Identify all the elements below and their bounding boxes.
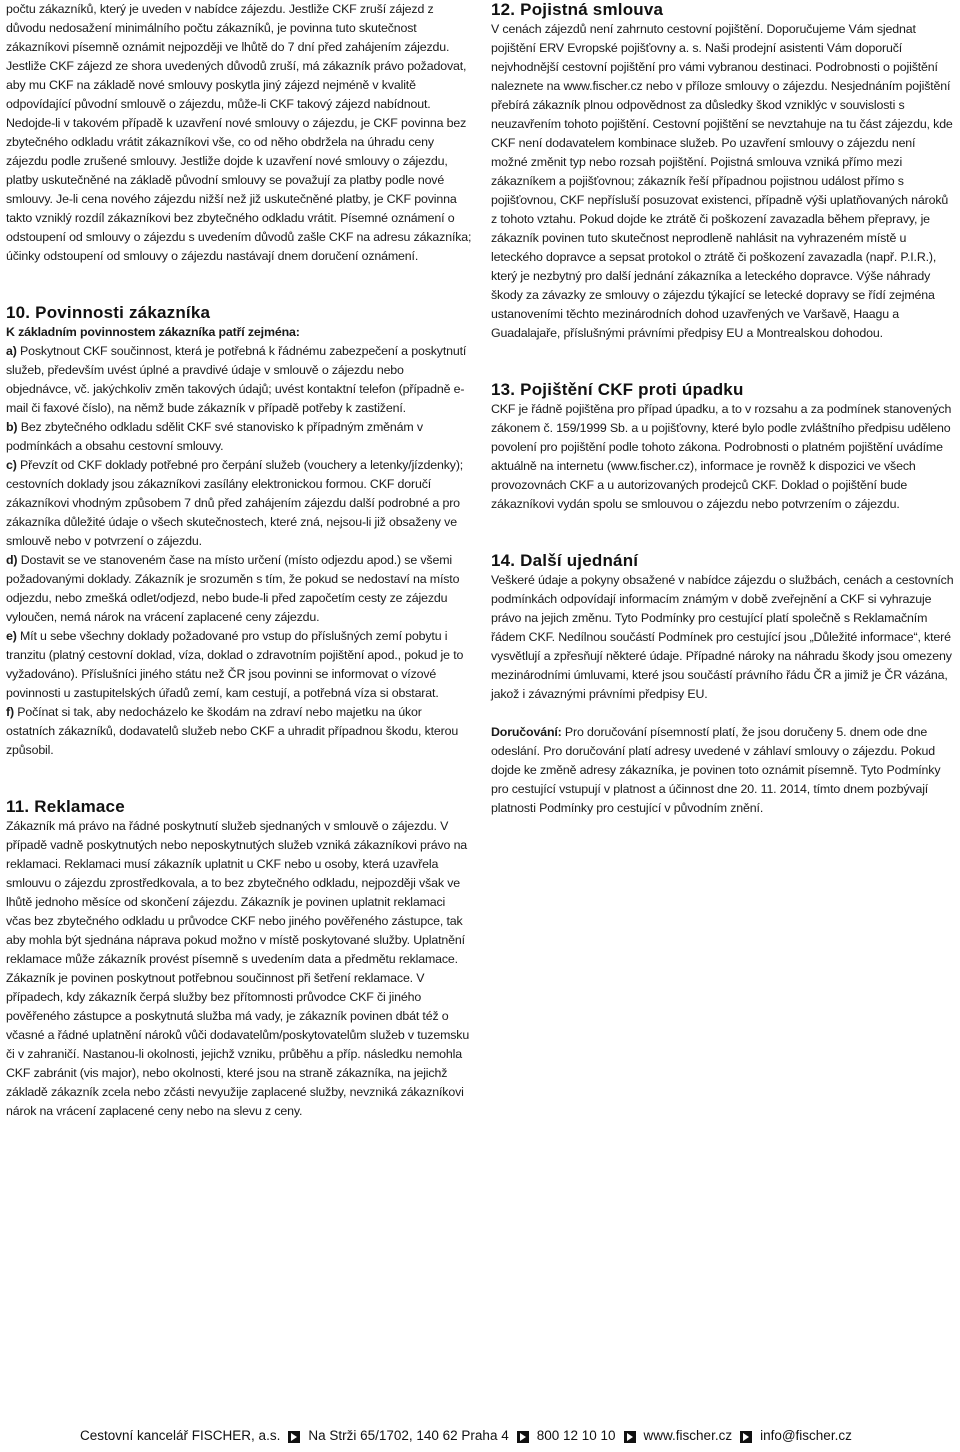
delivery-text: Pro doručování písemností platí, že jsou doručeny 5. dnem ode dne odeslání. Pro doručování platí adresy uvedené v záhlaví smlouvy o zájezdu. Pokud dojde ke změně adresy zákazníka, je povinen toto oznámit písemně. Tyto Podmínky pro cestující vstupují v platnost a účinnost dne 20. 11. 2014, tímto dnem pozbývají platnosti Podmínky pro cestující v původním znění. [491,725,941,815]
item-letter: d) [6,553,18,567]
section-13-text: CKF je řádně pojištěna pro případ úpadku, a to v rozsahu a za podmínek stanovených zákonem č. 159/1999 Sb. a u pojišťovny, které bylo podle zvláštního předpisu uděleno povolení pro pojištění podle tohoto zákona. Podrobnosti o platném pojištění uvádíme aktuálně na internetu (www.fischer.cz), informace je rovněž k dispozici ve všech provozovnách CKF a u autorizovaných prodejců CKF. Doklad o pojištění bude zákazníkovi vydán spolu se smlouvou o zájezdu nebo potvrzením o zájezdu. [491,402,952,511]
item-letter: f) [6,705,14,719]
delivery-label: Doručování: [491,725,562,739]
section-10-item-d [6,551,472,627]
section-10-item-c [6,456,472,551]
section-10-item-f [6,703,472,760]
section-12-text: V cenách zájezdů není zahrnuto cestovní pojištění. Doporučujeme Vám sjednat pojištění ERV Evropské pojišťovny a. s. Naši prodejní asistenti Vám doporučí nejvhodnější cestovní pojištění pro vámi vybranou destinaci. Podrobnosti o pojištění naleznete na www.fischer.cz nebo v příloze smlouvy o zájezdu. Nesjednáním pojištění přebírá zákazník plnou odpovědnost za důsledky škod vzniklýc v souvislosti s neuzavřením tohoto pojištění. Cestovní pojištění se nevztahuje na tu část zájezdu, kde CKF není dodavatelem kombinace služeb. Po uzavření smlouvy o zájezdu není možné změnit typ nebo rozsah pojištění. Pojistná smlouva vzniká přímo mezi zákazníkem a pojišťovnou; zákazník řeší případnou pojistnou událost přímo s pojišťovnou, CKF nepřísluší posuzovat existenci, případně výši uplatňovaných nároků z tohoto vztahu. Pokud dojde ke ztrátě či poškození zavazadla během přepravy, je zákazník povinen tuto skutečnost neprodleně nahlásit na vyhrazeném místě u leteckého dopravce a sepsat protokol o ztrátě či poškození zavazadla (např. P.I.R.), který je nezbytný pro další jednání zákazníka a leteckého dopravce. Výše náhrady škody za závazky ze smlouvy o zájezdu týkající se letecké dopravy se řídí zejména ustanoveními těchto mezinárodních dohod uzavřených ve Varšavě, Haagu a Guadalajaře, příslušnými právními předpisy EU a Montrealskou dohodou. [491,22,953,340]
item-letter: b) [6,420,18,434]
section-10-item-a [6,342,472,418]
arrow-right-box-icon [517,1431,529,1443]
section-10-item-b [6,418,472,456]
item-text: Převzít od CKF doklady potřebné pro čerpání služeb (vouchery a letenky/jízdenky); cestovních doklady jsou zákazníkovi zasílány elektronickou formou. CKF doručí zákazníkovi vhodným způsobem 7 dnů před zahájením zájezdu další podrobné a pro zákazníka důležité údaje o všech skutečnostech, které zná, nejsou-li již obsaženy ve smlouvě nebo v potvrzení o zájezdu. [6,458,464,548]
delivery-paragraph [491,723,954,818]
left-column [6,0,472,1121]
item-text: Poskytnout CKF součinnost, která je potřebná k řádnému zabezpečení a poskytnutí služeb, především uvést úplné a pravdivé údaje v smlouvě o zájezdu nebo objednávce, vč. jakýchkoliv změn takových údajů; uvést kontaktní telefon (případně e-mail či faxové číslo), na němž bude zákazník v případě potřeby k zastižení. [6,344,467,415]
section-13-title: 13. Pojištění CKF proti úpadku [491,380,744,399]
item-text: Bez zbytečného odkladu sdělit CKF své stanovisko k případným změnám v podmínkách a obsahu cestovní smlouvy. [6,420,423,453]
item-letter: c) [6,458,17,472]
item-letter: e) [6,629,17,643]
section-10-lead: K základním povinnostem zákazníka patří zejména: [6,325,300,339]
footer-company: Cestovní kancelář FISCHER, a.s. [80,1428,281,1443]
item-text: Dostavit se ve stanoveném čase na místo určení (místo odjezdu apod.) se všemi požadovanými doklady. Zákazník je srozuměn s tím, že pokud se nedostaví na místo odjezdu, nebo zmešká odlet/odjezd, nebo bude-li před započetím cesty ze zájezdu vyloučen, nemá nárok na vrácení zaplacené ceny zájezdu. [6,553,460,624]
arrow-right-box-icon [288,1431,300,1443]
footer-contact-line [80,1425,852,1447]
item-text: Počínat si tak, aby nedocházelo ke škodám na zdraví nebo majetku na úkor ostatních zákazníků, dodavatelů služeb nebo CKF a uhradit případnou škodu, kterou způsobil. [6,705,459,757]
section-10-item-e [6,627,472,703]
intro-paragraph: počtu zákazníků, který je uveden v nabídce zájezdu. Jestliže CKF zruší zájezd z důvodu nedosažení minimálního počtu zákazníků, je povinna tuto skutečnost zákazníkovi písemně oznámit nejpozději ve lhůtě do 7 dní před zahájením zájezdu. Jestliže CKF zájezd ze shora uvedených důvodů zruší, má zákazník právo požadovat, aby mu CKF na základě nové smlouvy poskytla jiný zájezd nejméně v kvalitě odpovídající původní smlouvě o zájezdu, může-li CKF takový zájezd nabídnout. Nedojde-li v takovém případě k uzavření nové smlouvy o zájezdu, je CKF povinna bez zbytečného odkladu vrátit zákazníkovi vše, co od něho obdržela na úhradu ceny zájezdu podle zrušené smlouvy. Jestliže dojde k uzavření nové smlouvy o zájezdu, platby uskutečněné na základě původní smlouvy se považují za platby podle nové smlouvy. Je-li cena nového zájezdu nižší než již uskutečněné platby, je CKF povinna takto vzniklý rozdíl zákazníkovi bez zbytečného odkladu vrátit. Písemné oznámení o odstoupení od smlouvy o zájezdu s uvedením důvodů zašle CKF na adresu zákazníka; účinky odstoupení od smlouvy o zájezdu nastávají dnem doručení oznámení. [6,2,472,263]
footer [0,1425,960,1447]
section-11-text: Zákazník má právo na řádné poskytnutí služeb sjednaných v smlouvě o zájezdu. V případě vadně poskytnutých nebo neposkytnutých služeb vzniká zákazníkovi právo na reklamaci. Reklamaci musí zákazník uplatnit u CKF nebo u osoby, která uzavřela smlouvu o zájezdu zprostředkovala, a to bez zbytečného odkladu, nejpozději však ve lhůtě jednoho měsíce od skončení zájezdu. Zákazník je povinen uplatnit reklamaci včas bez zbytečného odkladu u průvodce CKF nebo jiného pověřeného zástupce, tak aby mohla být sjednána náprava pokud možno v místě poskytované služby. Uplatnění reklamace může zákazník provést písemně s uvedením data a předmětu reklamace. Zákazník je povinen poskytnout potřebnou součinnost při šetření reklamace. V případech, kdy zákazník čerpá služby bez přítomnosti průvodce CKF či jiného pověřeného zástupce a poskytnutá služba má vady, je zákazník povinen dbát též o včasné a řádné uplatnění nároků vůči dodavatelům/poskytovatelům služeb v tuzemsku či v zahraničí. Nastanou-li okolnosti, jejichž vzniku, průběhu a příp. následku nemohla CKF zabránit (vis major), nebo okolnosti, které jsou na straně zákazníka, na jejichž základě zákazník zcela nebo zčásti nevyužije zaplacené služby, nevzniká zákazníkovi nárok na vrácení zaplacené ceny nebo na slevu z ceny. [6,819,470,1118]
section-10-title: 10. Povinnosti zákazníka [6,303,211,322]
section-14-title: 14. Další ujednání [491,551,639,570]
section-11-title: 11. Reklamace [6,797,125,816]
footer-web-link[interactable]: www.fischer.cz [643,1428,733,1443]
section-10 [6,303,472,760]
section-14 [491,551,954,818]
section-11 [6,797,472,1121]
footer-phone: 800 12 10 10 [536,1428,616,1443]
section-12 [491,0,954,343]
right-column [491,0,954,818]
arrow-right-box-icon [624,1431,636,1443]
footer-address: Na Strži 65/1702, 140 62 Praha 4 [308,1428,509,1443]
section-14-text: Veškeré údaje a pokyny obsažené v nabídce zájezdu o službách, cenách a cestovních podmínkách odpovídají informacím známým v době zveřejnění a CKF si vyhrazuje právo na jejich změnu. Tyto Podmínky pro cestující platí společně s Reklamačním řádem CKF. Nedílnou součástí Podmínek pro cestující jsou „Důležité informace“, které vysvětlují a zpřesňují některé údaje. Případné nároky na náhradu škody jsou omezeny mezinárodními úmluvami, které jsou součástí právního řádu ČR a jimiž je ČR vázána, jakož i závaznými právními předpisy EU. [491,573,954,701]
item-letter: a) [6,344,17,358]
section-12-title: 12. Pojistná smlouva [491,0,664,19]
arrow-right-box-icon [740,1431,752,1443]
footer-email-link[interactable]: info@fischer.cz [760,1428,852,1443]
item-text: Mít u sebe všechny doklady požadované pro vstup do příslušných zemí pobytu i tranzitu (platný cestovní doklad, víza, doklad o zdravotním pojištění apod., pokud je to vyžadováno). Příslušníci jiného státu než ČR jsou povinni se informovat o vízové povinnosti u zastupitelských úřadů zemí, kam cestují, a potřebná víza si obstarat. [6,629,464,700]
section-13 [491,380,954,514]
